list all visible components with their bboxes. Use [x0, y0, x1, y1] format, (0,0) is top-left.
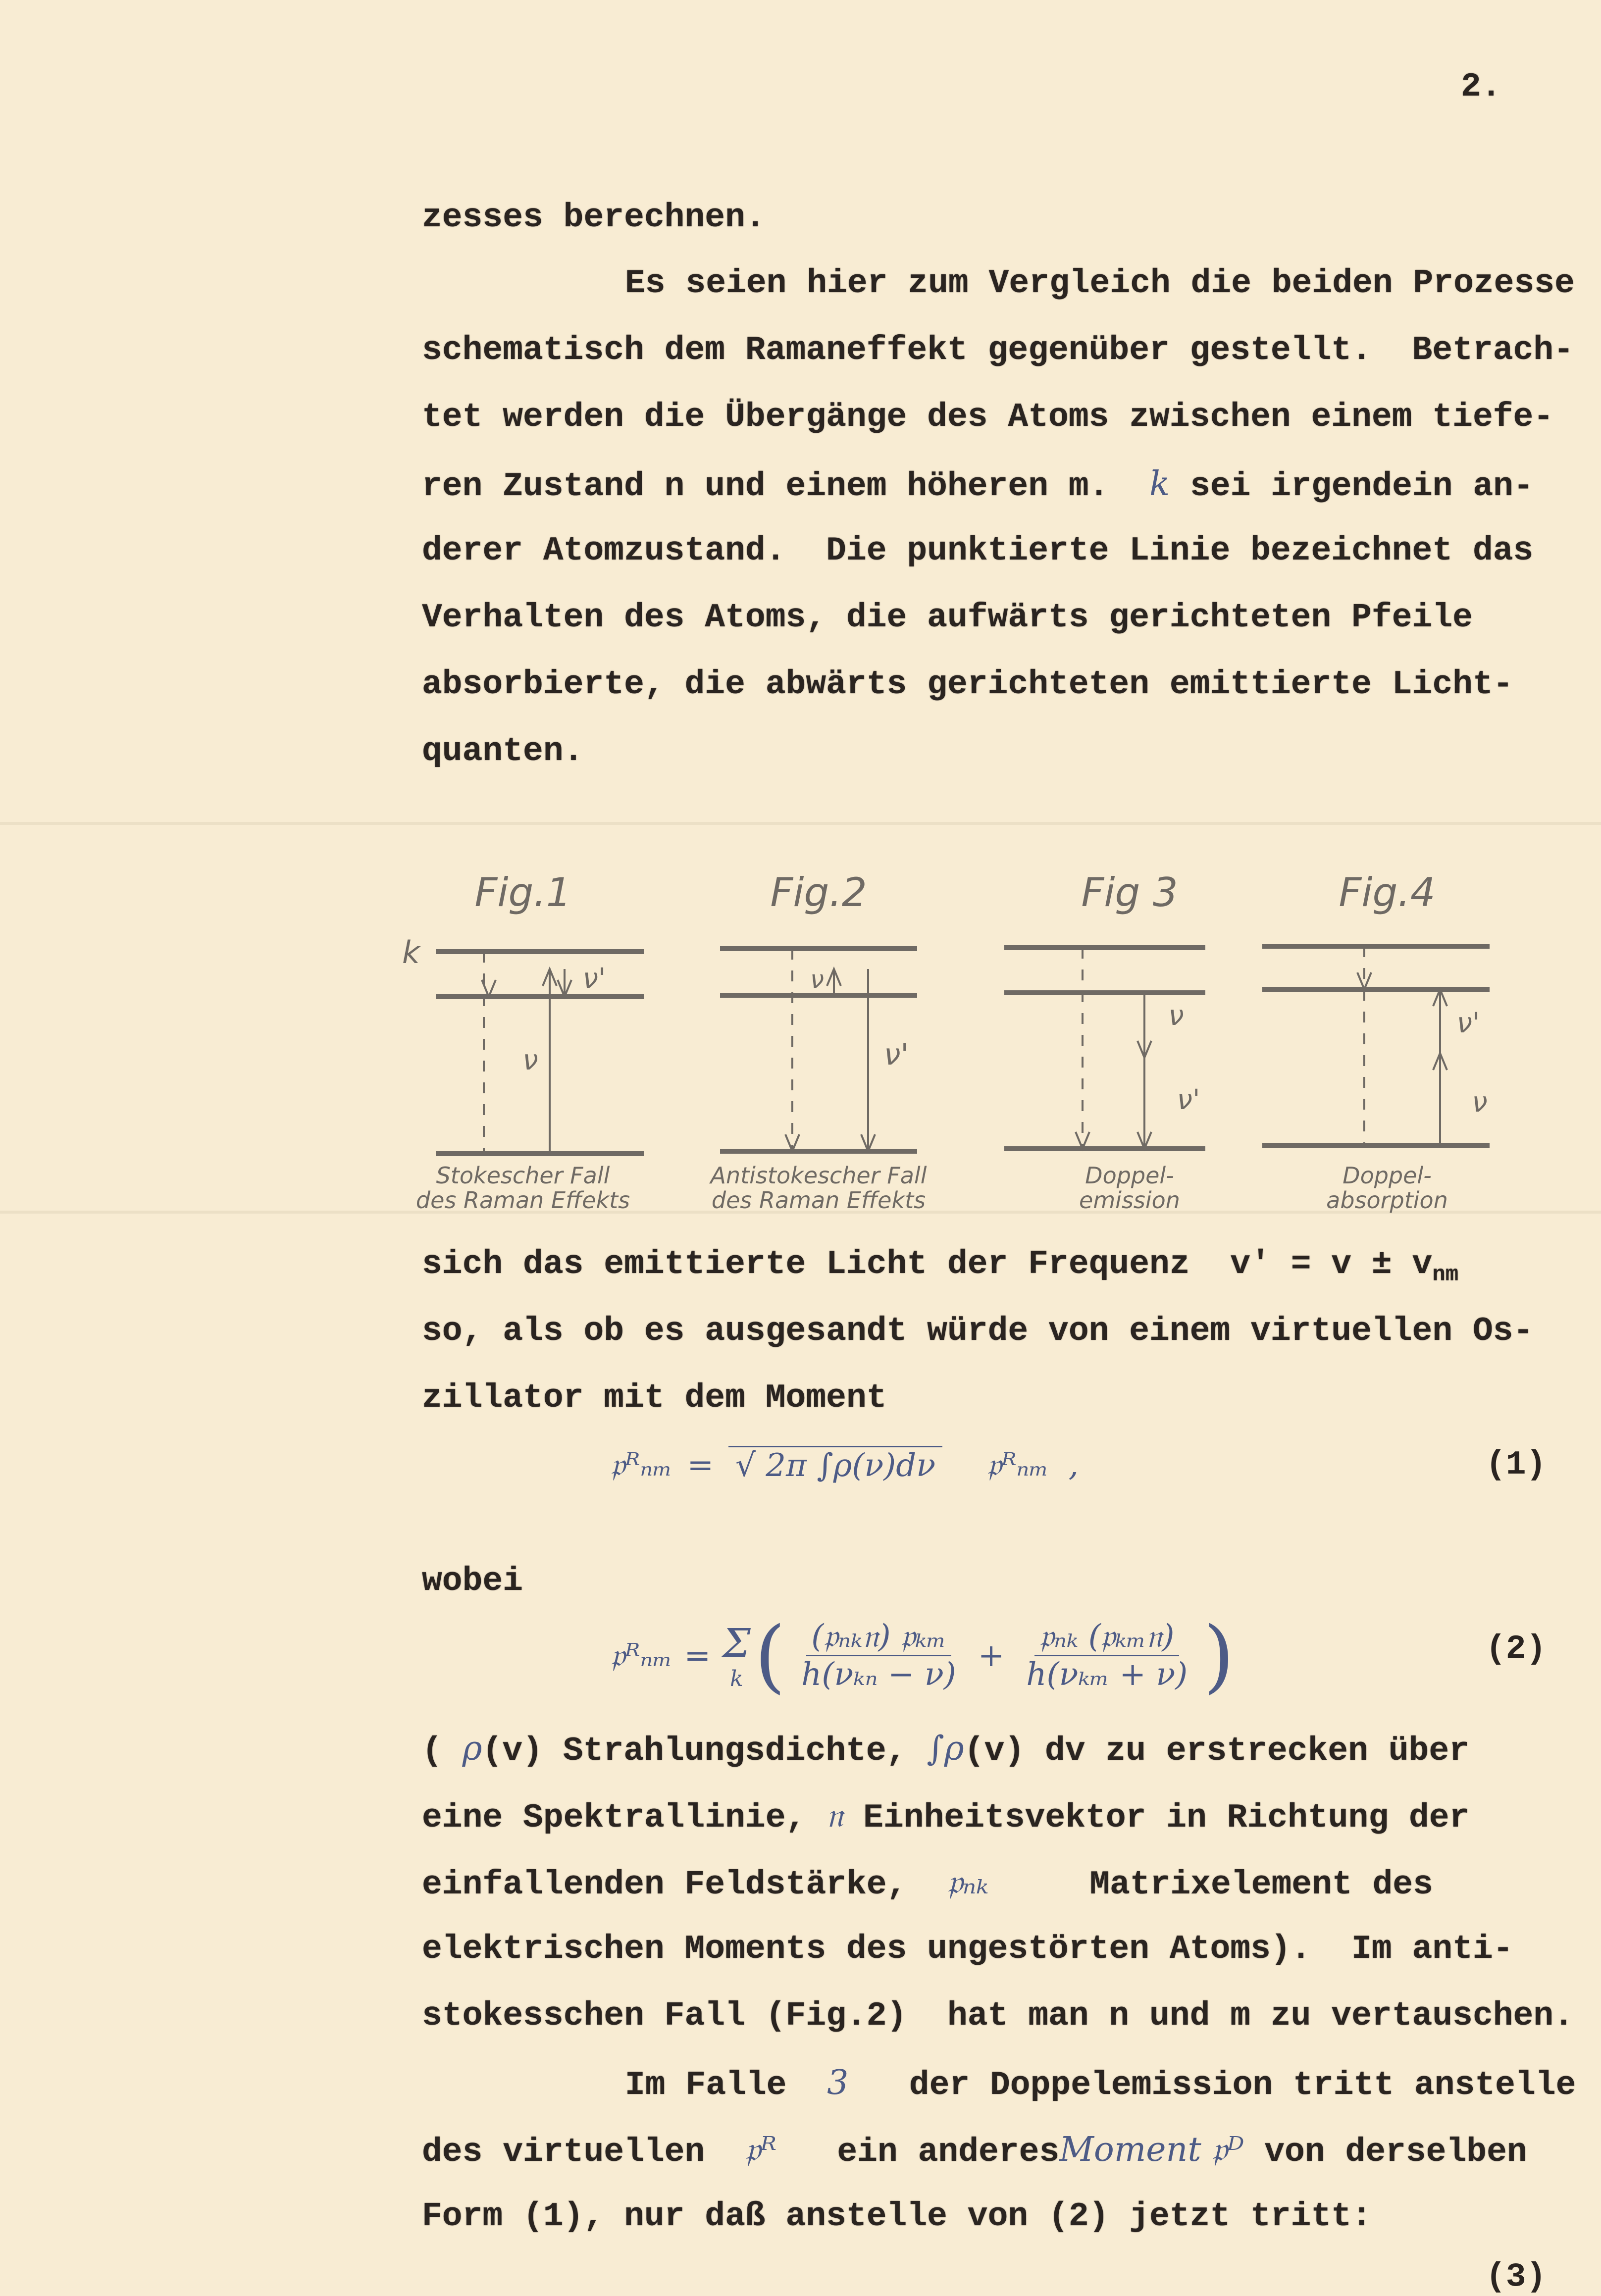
- typed-text: einfallenden Feldstärke,: [422, 1866, 947, 1904]
- typed-text: tet werden die Übergänge des Atoms zwischen einem tiefe-: [422, 398, 1554, 436]
- eq1-rhs: 𝔭ᴿₙₘ: [987, 1446, 1049, 1483]
- handwritten-insert: ∫ρ: [927, 1729, 964, 1768]
- typed-text: nm: [1432, 1262, 1459, 1287]
- eq2-sum: Σ: [723, 1620, 751, 1666]
- handwritten-insert: 𝔭ᴿ: [745, 2130, 776, 2169]
- eq2-term1-numerator: (𝔭ₙₖ𝔫) 𝔭ₖₘ: [806, 1618, 951, 1656]
- typed-text: elektrischen Moments des ungestörten Atoms). Im anti-: [422, 1930, 1513, 1968]
- typed-text: derer Atomzustand. Die punktierte Linie bezeichnet das: [422, 532, 1534, 570]
- equation-1: [611, 1446, 1079, 1484]
- typed-text: (v) dv zu erstrecken über: [964, 1732, 1469, 1770]
- arrow-down-icon: [1076, 1132, 1089, 1149]
- nu-prime-label: ν': [1177, 1084, 1200, 1116]
- handwritten-insert: ρ: [462, 1729, 482, 1768]
- equation-1-number: (1): [1486, 1446, 1547, 1484]
- typed-text: Es seien hier zum Vergleich die beiden Prozesse: [625, 264, 1575, 303]
- figure-caption: des Raman Effekts: [415, 1187, 630, 1214]
- handwritten-insert: 𝔭ₙₖ: [947, 1863, 989, 1902]
- figure-title: Fig 3: [1081, 869, 1178, 916]
- nu-prime-label: ν': [883, 1037, 909, 1072]
- figure-title: Fig.2: [770, 869, 867, 916]
- nu-label: ν: [1472, 1086, 1488, 1119]
- typed-text: von derselben: [1244, 2133, 1527, 2171]
- arrow-down-icon: [785, 1134, 799, 1151]
- typed-text: stokesschen Fall (Fig.2) hat man n und m zu vertauschen.: [422, 1997, 1574, 2035]
- typed-text: so, als ob es ausgesandt würde von einem virtuellen Os-: [422, 1312, 1534, 1350]
- handwritten-insert: k: [1149, 464, 1170, 504]
- typed-text: ein anderes: [776, 2133, 1060, 2171]
- text-line: [422, 1729, 1469, 1771]
- typed-text: Verhalten des Atoms, die aufwärts gerichteten Pfeile: [422, 599, 1473, 637]
- figure-caption: Stokescher Fall: [436, 1162, 610, 1189]
- figure-caption: emission: [1079, 1187, 1180, 1214]
- nu-prime-label: ν': [1456, 1007, 1480, 1039]
- nu-label: ν: [522, 1044, 538, 1076]
- typed-text: absorbierte, die abwärts gerichteten emittierte Licht-: [422, 665, 1513, 704]
- figure-caption: Doppel-: [1343, 1162, 1432, 1189]
- eq2-sum-index: k: [730, 1666, 743, 1691]
- eq1-equals: =: [687, 1446, 714, 1483]
- typed-text: eine Spektrallinie,: [422, 1799, 826, 1837]
- text-line: [422, 1245, 1458, 1295]
- typed-text: zillator mit dem Moment: [422, 1379, 887, 1417]
- figure-caption: absorption: [1326, 1187, 1448, 1214]
- typed-text: quanten.: [422, 732, 584, 770]
- typed-text: schematisch dem Ramaneffekt gegenüber gestellt. Betrach-: [422, 331, 1574, 369]
- eq1-comma: ,: [1068, 1446, 1079, 1483]
- typed-text: (: [422, 1732, 463, 1770]
- eq1-lhs: 𝔭ᴿₙₘ: [611, 1446, 672, 1483]
- eq1-root: √ 2π ∫ρ(ν)dν: [728, 1446, 942, 1484]
- equation-2: 𝔭ᴿₙₘ = Σ k ( $\frac{\text{(𝔭ₙₖ𝔫) 𝔭ₖₘ}}{\text{h(νₖₙ − ν)}}$ + $\frac{\text{𝔭ₙₖ (𝔭ₖₘ𝔫)}}{\text{h(νₖₘ + ν)}}$ ): [611, 1609, 1235, 1702]
- typed-text: (v) Strahlungsdichte,: [482, 1732, 927, 1770]
- text-line: [422, 2130, 1527, 2172]
- typed-text: der Doppelemission tritt anstelle: [848, 2066, 1576, 2104]
- handwritten-insert: Moment 𝔭ᴰ: [1059, 2130, 1244, 2169]
- text-line: [625, 2063, 1576, 2105]
- typed-text: zesses berechnen.: [422, 199, 766, 237]
- equation-3-number: (3): [1486, 2258, 1547, 2296]
- typed-text: Im Falle: [625, 2066, 827, 2104]
- figure-caption: Antistokescher Fall: [710, 1162, 927, 1189]
- eq2-lhs: 𝔭ᴿₙₘ: [611, 1637, 672, 1674]
- k-level-label: k: [402, 934, 420, 970]
- text-line: [422, 1996, 1574, 2036]
- eq2-term2-numerator: 𝔭ₙₖ (𝔭ₖₘ𝔫): [1034, 1618, 1179, 1656]
- typed-text: sei irgendein an-: [1170, 467, 1534, 506]
- wobei-text: wobei: [422, 1562, 523, 1600]
- text-line: [422, 1796, 1469, 1838]
- text-line: [422, 1312, 1533, 1351]
- typed-text: sich das emittierte Licht der Frequenz v: [422, 1245, 1251, 1283]
- nu-label: ν: [1168, 1000, 1184, 1032]
- eq2-term2-denominator: h(νₖₘ + ν): [1026, 1656, 1188, 1693]
- typed-text: Matrixelement des: [988, 1866, 1433, 1904]
- nu-label: ν: [810, 965, 824, 994]
- typed-text: Einheitsvektor in Richtung der: [843, 1799, 1470, 1837]
- equation-2-number: (2): [1486, 1630, 1547, 1668]
- text-line: [422, 1863, 1433, 1905]
- eq2-equals: =: [684, 1637, 711, 1674]
- typed-text: des virtuellen: [422, 2133, 745, 2171]
- handwritten-insert: 𝔫: [826, 1796, 843, 1835]
- nu-prime-label: ν': [582, 963, 606, 995]
- figure-caption: des Raman Effekts: [711, 1187, 926, 1214]
- page-number: 2.: [1461, 68, 1501, 106]
- figure-title: Fig.4: [1339, 869, 1436, 916]
- text-line: [422, 2197, 1372, 2237]
- typed-text: = v ± v: [1270, 1245, 1433, 1283]
- typed-text: ren Zustand n und einem höheren m.: [422, 467, 1150, 506]
- eq2-plus: +: [978, 1637, 1005, 1674]
- figure-title: Fig.1: [474, 869, 571, 916]
- figure-caption: Doppel-: [1085, 1162, 1174, 1189]
- typed-text: Form (1), nur daß anstelle von (2) jetzt tritt:: [422, 2197, 1372, 2236]
- typed-text: ': [1250, 1245, 1271, 1283]
- eq2-term1-denominator: h(νₖₙ − ν): [801, 1656, 956, 1693]
- arrow-down-icon: [482, 980, 496, 997]
- text-line: [422, 1930, 1513, 1969]
- handwritten-insert: 3: [827, 2063, 849, 2102]
- text-line: [422, 1378, 887, 1418]
